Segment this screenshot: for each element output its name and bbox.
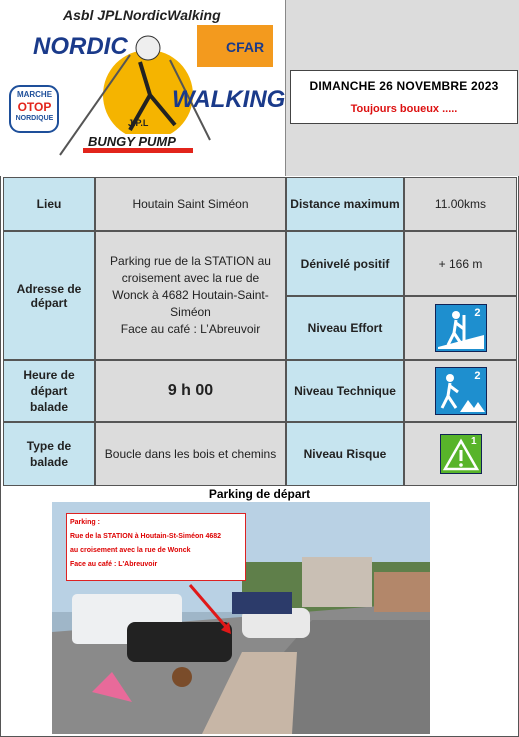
technique-level: 2 [474,370,481,382]
denivele-value: + 166 m [404,231,517,296]
logo-word-bottom: WALKING [172,86,286,113]
parking-callout [66,513,246,581]
technique-label: Niveau Technique [286,360,404,422]
risque-level: 1 [470,436,477,447]
otop-badge-line2: OTOP [17,100,52,114]
denivele-label: Dénivelé positif [286,231,404,296]
heure-label: Heure de départ balade [3,360,95,422]
date-box [290,70,518,124]
logo-word-top: NORDIC [33,33,128,60]
callout-line-2: Rue de la STATION à Houtain-St-Siméon 4682 [70,533,222,540]
event-date: DIMANCHE 26 NOVEMBRE 2023 [309,79,499,93]
cfar-logo: CFAR [226,39,265,55]
otop-badge [12,89,57,125]
effort-level: 2 [474,307,481,319]
effort-label: Niveau Effort [286,296,404,360]
effort-cell [404,296,517,360]
distance-label: Distance maximum [286,177,404,231]
callout-line-3: au croisement avec la rue de Wonck [70,547,191,554]
callout-arrow-icon [185,580,245,640]
type-label: Type de balade [3,422,95,486]
otop-badge-line1: MARCHE [16,90,53,99]
event-note: Toujours boueux ..... [350,103,458,115]
adresse-label: Adresse de départ [3,231,95,360]
otop-badge-line3: NORDIQUE [15,115,54,122]
technique-icon [435,367,487,415]
type-value: Boucle dans les bois et chemins [95,422,286,486]
callout-line-4: Face au café : L'Abreuvoir [70,561,158,568]
sponsor-logo: BUNGY PUMP [88,134,176,149]
distance-value: 11.00kms [404,177,517,231]
technique-cell [404,360,517,422]
logo-area [0,0,285,176]
warning-triangle-icon [440,434,482,474]
jpl-initials: J.P.L [128,118,149,128]
adresse-value: Parking rue de la STATION au croisement avec la rue de Wonck à 4682 Houtain-Saint-Siméon [110,254,271,319]
risque-label: Niveau Risque [286,422,404,486]
risque-cell [404,422,517,486]
lieu-label: Lieu [3,177,95,231]
org-name: Asbl JPLNordicWalking [63,7,221,23]
photo-title: Parking de départ [208,487,311,501]
adresse-value-2: Face au café : L’Abreuvoir [120,322,261,336]
adresse-cell [95,231,286,360]
effort-icon [435,304,487,352]
lieu-value: Houtain Saint Siméon [95,177,286,231]
callout-line-1: Parking : [70,519,100,526]
heure-value: 9 h 00 [95,360,286,422]
